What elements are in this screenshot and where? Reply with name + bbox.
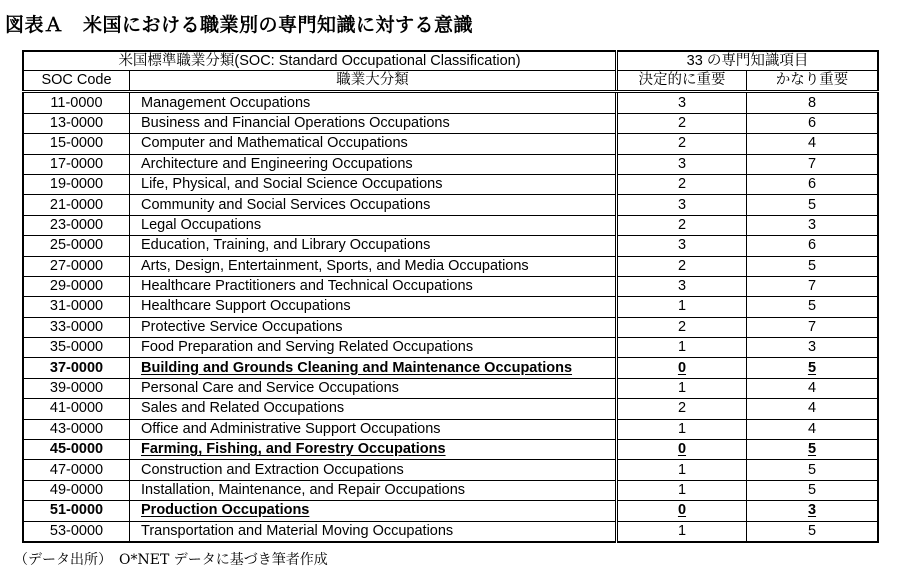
cell-soc-code: 19-0000 bbox=[23, 174, 130, 194]
cell-soc-code: 29-0000 bbox=[23, 276, 130, 296]
table-row bbox=[23, 215, 878, 235]
cell-occupation-name: Education, Training, and Library Occupations bbox=[130, 236, 617, 256]
col-header-critical: 決定的に重要 bbox=[617, 71, 747, 92]
table-row bbox=[23, 236, 878, 256]
cell-critical-count: 0 bbox=[617, 358, 747, 378]
col-header-name: 職業大分類 bbox=[130, 71, 617, 92]
table-row bbox=[23, 174, 878, 194]
table-row bbox=[23, 460, 878, 480]
table-row bbox=[23, 521, 878, 542]
cell-important-count: 6 bbox=[747, 174, 879, 194]
cell-important-count: 6 bbox=[747, 236, 879, 256]
cell-occupation-name: Installation, Maintenance, and Repair Occupations bbox=[130, 480, 617, 500]
cell-soc-code: 39-0000 bbox=[23, 378, 130, 398]
occupation-table bbox=[22, 50, 879, 543]
cell-critical-count: 1 bbox=[617, 419, 747, 439]
cell-occupation-name: Business and Financial Operations Occupations bbox=[130, 113, 617, 133]
cell-soc-code: 51-0000 bbox=[23, 501, 130, 521]
cell-important-count: 7 bbox=[747, 276, 879, 296]
cell-soc-code: 11-0000 bbox=[23, 92, 130, 113]
cell-soc-code: 27-0000 bbox=[23, 256, 130, 276]
cell-critical-count: 1 bbox=[617, 338, 747, 358]
cell-important-count: 3 bbox=[747, 338, 879, 358]
cell-soc-code: 49-0000 bbox=[23, 480, 130, 500]
column-header-row bbox=[23, 71, 878, 92]
cell-critical-count: 3 bbox=[617, 195, 747, 215]
soc-group-header: 米国標準職業分類(SOC: Standard Occupational Classification) bbox=[23, 51, 617, 71]
cell-critical-count: 1 bbox=[617, 378, 747, 398]
cell-critical-count: 1 bbox=[617, 480, 747, 500]
table-row bbox=[23, 480, 878, 500]
cell-occupation-name: Food Preparation and Serving Related Occupations bbox=[130, 338, 617, 358]
cell-soc-code: 47-0000 bbox=[23, 460, 130, 480]
cell-critical-count: 2 bbox=[617, 134, 747, 154]
table-row bbox=[23, 317, 878, 337]
table-row bbox=[23, 276, 878, 296]
cell-critical-count: 3 bbox=[617, 92, 747, 113]
cell-critical-count: 2 bbox=[617, 317, 747, 337]
cell-important-count: 3 bbox=[747, 215, 879, 235]
cell-occupation-name: Building and Grounds Cleaning and Maintenance Occupations bbox=[130, 358, 617, 378]
cell-critical-count: 3 bbox=[617, 154, 747, 174]
cell-occupation-name: Healthcare Practitioners and Technical Occupations bbox=[130, 276, 617, 296]
cell-important-count: 4 bbox=[747, 134, 879, 154]
table-row bbox=[23, 399, 878, 419]
table-row bbox=[23, 501, 878, 521]
cell-critical-count: 1 bbox=[617, 297, 747, 317]
cell-critical-count: 3 bbox=[617, 236, 747, 256]
cell-critical-count: 2 bbox=[617, 174, 747, 194]
cell-occupation-name: Community and Social Services Occupations bbox=[130, 195, 617, 215]
cell-occupation-name: Life, Physical, and Social Science Occupations bbox=[130, 174, 617, 194]
cell-important-count: 5 bbox=[747, 460, 879, 480]
cell-occupation-name: Healthcare Support Occupations bbox=[130, 297, 617, 317]
cell-important-count: 3 bbox=[747, 501, 879, 521]
cell-soc-code: 53-0000 bbox=[23, 521, 130, 542]
table-row bbox=[23, 256, 878, 276]
table-row bbox=[23, 113, 878, 133]
cell-soc-code: 21-0000 bbox=[23, 195, 130, 215]
table-row bbox=[23, 338, 878, 358]
cell-critical-count: 0 bbox=[617, 440, 747, 460]
cell-occupation-name: Architecture and Engineering Occupations bbox=[130, 154, 617, 174]
cell-important-count: 8 bbox=[747, 92, 879, 113]
cell-important-count: 5 bbox=[747, 521, 879, 542]
cell-occupation-name: Construction and Extraction Occupations bbox=[130, 460, 617, 480]
source-note: （データ出所） O*NET データに基づき筆者作成 bbox=[14, 552, 328, 568]
cell-important-count: 4 bbox=[747, 378, 879, 398]
table-row bbox=[23, 358, 878, 378]
table-row bbox=[23, 297, 878, 317]
cell-occupation-name: Arts, Design, Entertainment, Sports, and Media Occupations bbox=[130, 256, 617, 276]
table-row bbox=[23, 134, 878, 154]
cell-important-count: 5 bbox=[747, 195, 879, 215]
cell-important-count: 5 bbox=[747, 297, 879, 317]
cell-occupation-name: Office and Administrative Support Occupations bbox=[130, 419, 617, 439]
cell-soc-code: 23-0000 bbox=[23, 215, 130, 235]
cell-critical-count: 0 bbox=[617, 501, 747, 521]
col-header-important: かなり重要 bbox=[747, 71, 879, 92]
cell-occupation-name: Transportation and Material Moving Occupations bbox=[130, 521, 617, 542]
table-row bbox=[23, 195, 878, 215]
table-row bbox=[23, 92, 878, 113]
cell-soc-code: 43-0000 bbox=[23, 419, 130, 439]
cell-occupation-name: Protective Service Occupations bbox=[130, 317, 617, 337]
table-row bbox=[23, 154, 878, 174]
cell-critical-count: 2 bbox=[617, 256, 747, 276]
cell-important-count: 5 bbox=[747, 440, 879, 460]
cell-critical-count: 2 bbox=[617, 399, 747, 419]
knowledge-group-header: 33 の専門知識項目 bbox=[617, 51, 879, 71]
cell-soc-code: 45-0000 bbox=[23, 440, 130, 460]
cell-soc-code: 15-0000 bbox=[23, 134, 130, 154]
occupation-table-container bbox=[22, 50, 879, 543]
table-body bbox=[23, 92, 878, 542]
cell-important-count: 7 bbox=[747, 154, 879, 174]
cell-critical-count: 2 bbox=[617, 113, 747, 133]
cell-important-count: 5 bbox=[747, 480, 879, 500]
cell-important-count: 5 bbox=[747, 358, 879, 378]
cell-soc-code: 13-0000 bbox=[23, 113, 130, 133]
cell-soc-code: 41-0000 bbox=[23, 399, 130, 419]
cell-occupation-name: Personal Care and Service Occupations bbox=[130, 378, 617, 398]
cell-critical-count: 2 bbox=[617, 215, 747, 235]
cell-occupation-name: Legal Occupations bbox=[130, 215, 617, 235]
col-header-code: SOC Code bbox=[23, 71, 130, 92]
cell-important-count: 4 bbox=[747, 419, 879, 439]
cell-occupation-name: Farming, Fishing, and Forestry Occupations bbox=[130, 440, 617, 460]
cell-occupation-name: Computer and Mathematical Occupations bbox=[130, 134, 617, 154]
cell-soc-code: 33-0000 bbox=[23, 317, 130, 337]
table-row bbox=[23, 440, 878, 460]
cell-critical-count: 1 bbox=[617, 460, 747, 480]
group-header-row bbox=[23, 51, 878, 71]
cell-important-count: 5 bbox=[747, 256, 879, 276]
cell-soc-code: 25-0000 bbox=[23, 236, 130, 256]
cell-soc-code: 17-0000 bbox=[23, 154, 130, 174]
cell-occupation-name: Management Occupations bbox=[130, 92, 617, 113]
cell-important-count: 7 bbox=[747, 317, 879, 337]
page-title: 図表Ａ 米国における職業別の専門知識に対する意識 bbox=[5, 14, 474, 36]
cell-occupation-name: Sales and Related Occupations bbox=[130, 399, 617, 419]
cell-soc-code: 37-0000 bbox=[23, 358, 130, 378]
cell-soc-code: 31-0000 bbox=[23, 297, 130, 317]
cell-important-count: 6 bbox=[747, 113, 879, 133]
cell-critical-count: 3 bbox=[617, 276, 747, 296]
cell-occupation-name: Production Occupations bbox=[130, 501, 617, 521]
cell-important-count: 4 bbox=[747, 399, 879, 419]
cell-soc-code: 35-0000 bbox=[23, 338, 130, 358]
table-row bbox=[23, 378, 878, 398]
cell-critical-count: 1 bbox=[617, 521, 747, 542]
table-row bbox=[23, 419, 878, 439]
